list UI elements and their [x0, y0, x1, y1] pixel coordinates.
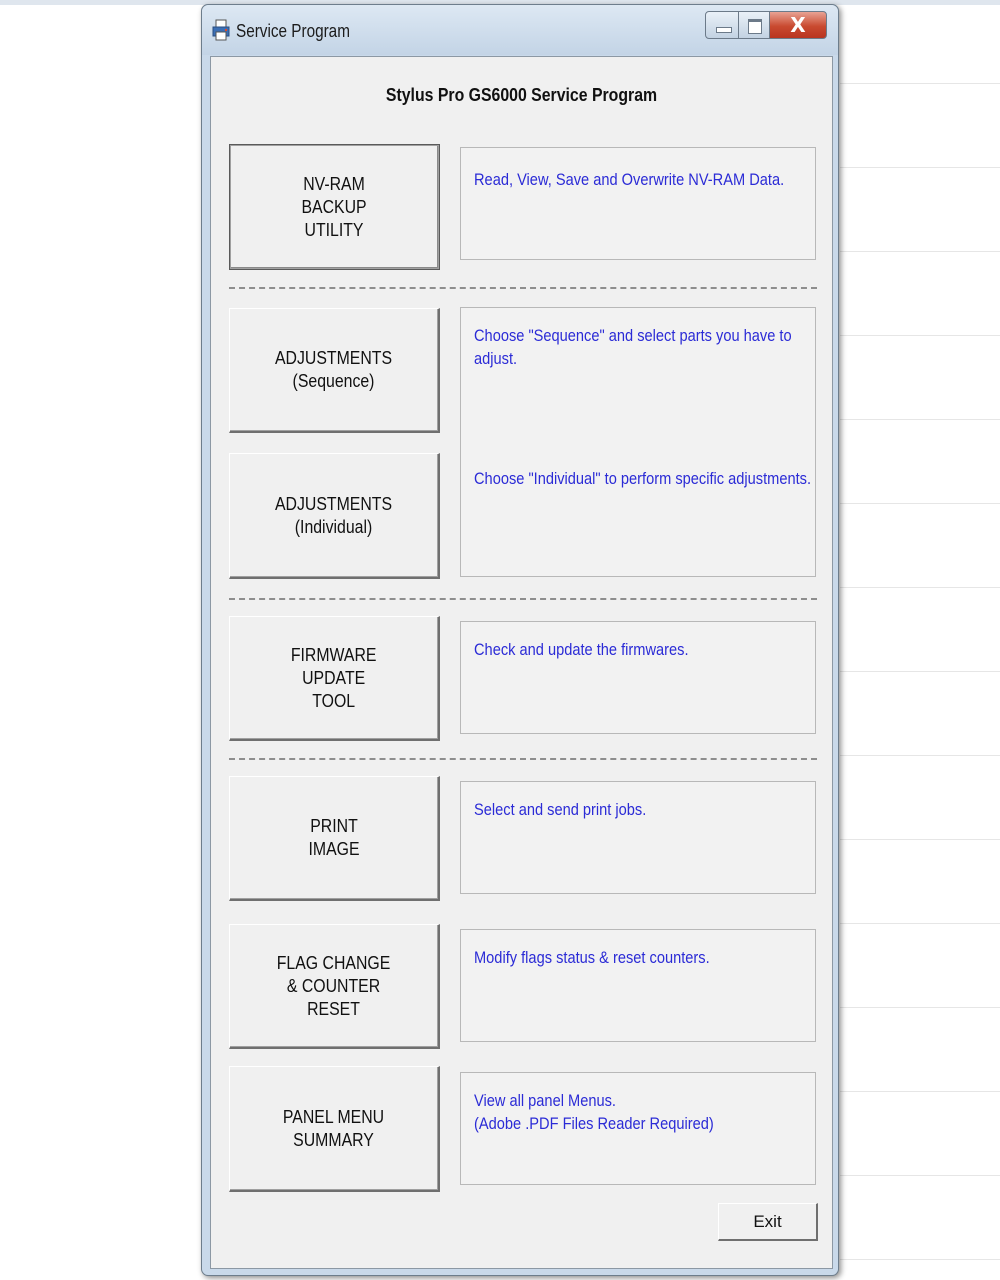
exit-label: Exit	[753, 1211, 782, 1231]
flag-change-counter-reset-label: FLAG CHANGE & COUNTER RESET	[277, 952, 391, 1019]
adjustments-individual-description: Choose "Individual" to perform specific adjustments.	[474, 469, 812, 488]
print-image-description: Select and send print jobs.	[474, 800, 647, 819]
print-image-label: PRINT IMAGE	[308, 816, 360, 859]
maximize-button[interactable]	[738, 11, 770, 39]
section-divider	[229, 598, 817, 600]
adjustments-sequence-label: ADJUSTMENTS (Sequence)	[275, 348, 393, 391]
client-area	[210, 56, 833, 1269]
nvram-backup-utility-label: NV-RAM BACKUP UTILITY	[301, 173, 368, 240]
window-title: Service Program	[236, 21, 350, 41]
flag-change-counter-reset-button[interactable]	[229, 924, 440, 1049]
minimize-button[interactable]	[705, 11, 739, 39]
nvram-description-box	[460, 147, 816, 260]
firmware-description-box	[460, 621, 816, 734]
close-button[interactable]	[769, 11, 827, 39]
flag-change-description-box	[460, 929, 816, 1042]
exit-button[interactable]	[718, 1203, 818, 1241]
panel-menu-summary-label: PANEL MENU SUMMARY	[283, 1106, 385, 1150]
nvram-backup-utility-button[interactable]	[229, 144, 440, 270]
firmware-description: Check and update the firmwares.	[474, 640, 689, 659]
firmware-update-tool-button[interactable]	[229, 616, 440, 741]
print-image-description-box	[460, 781, 816, 894]
service-program-window	[201, 4, 839, 1276]
section-divider	[229, 287, 817, 289]
adjustments-sequence-button[interactable]	[229, 308, 440, 433]
panel-menu-summary-button[interactable]	[229, 1066, 440, 1192]
minimize-icon	[716, 27, 732, 33]
section-divider	[229, 758, 817, 760]
print-image-button[interactable]	[229, 776, 440, 901]
panel-menu-description: View all panel Menus. (Adobe .PDF Files Reader Required)	[474, 1091, 714, 1133]
firmware-update-tool-label: FIRMWARE UPDATE TOOL	[291, 644, 377, 711]
panel-menu-description-box	[460, 1072, 816, 1185]
page-title: Stylus Pro GS6000 Service Program	[385, 85, 658, 105]
adjustments-individual-button[interactable]	[229, 453, 440, 579]
adjustments-individual-label: ADJUSTMENTS (Individual)	[275, 493, 393, 537]
flag-change-description: Modify flags status & reset counters.	[474, 948, 710, 967]
adjustments-sequence-description: Choose "Sequence" and select parts you have to adjust.	[474, 326, 792, 368]
nvram-description: Read, View, Save and Overwrite NV-RAM Data.	[474, 170, 785, 189]
printer-app-icon	[212, 19, 230, 41]
close-icon: X	[790, 13, 806, 37]
adjustments-description-box	[460, 307, 816, 577]
title-bar[interactable]	[202, 5, 838, 55]
maximize-icon	[748, 19, 762, 34]
background-grid	[840, 0, 1000, 1280]
